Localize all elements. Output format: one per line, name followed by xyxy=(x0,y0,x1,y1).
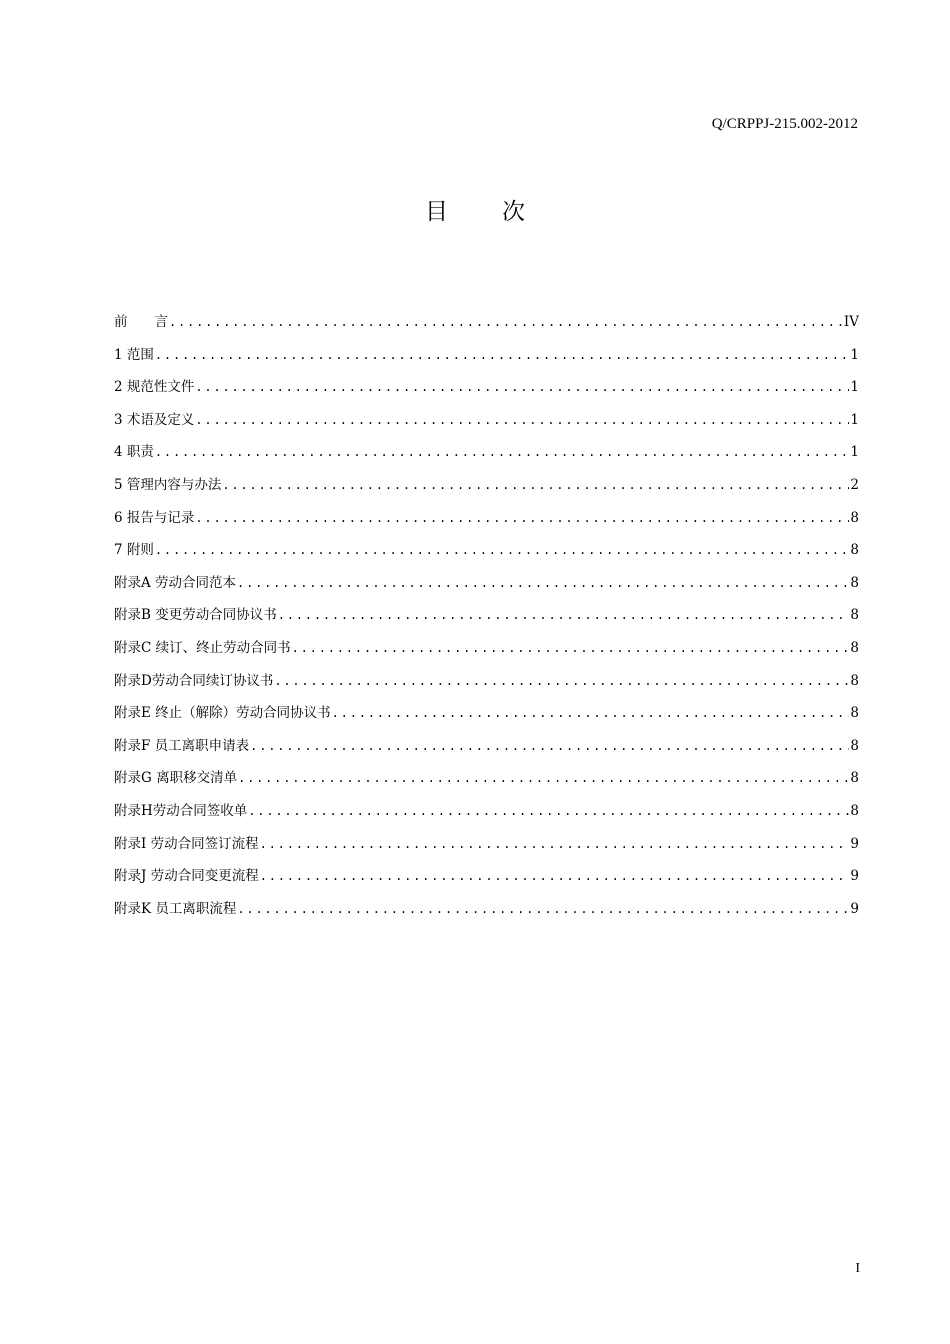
toc-entry-label: 5 管理内容与办法 xyxy=(114,476,222,493)
toc-entry-page: 8 xyxy=(850,802,859,819)
toc-entry[interactable] xyxy=(114,800,859,833)
toc-entry-page: 9 xyxy=(850,835,859,852)
toc-entry-label: 前 言 xyxy=(114,314,168,330)
toc-dot-leader xyxy=(195,376,849,398)
page-number: I xyxy=(855,1261,860,1276)
toc-entry-page: 8 xyxy=(850,770,859,787)
toc-entry[interactable] xyxy=(114,833,859,866)
toc-dot-leader xyxy=(155,344,850,366)
toc-dot-leader xyxy=(260,833,850,855)
toc-entry-label: 附录H劳动合同签收单 xyxy=(114,802,248,819)
toc-entry-page: 1 xyxy=(850,411,859,428)
toc-entry-page: 8 xyxy=(850,737,859,754)
toc-dot-leader xyxy=(238,767,849,789)
toc-entry-label: 附录E 终止（解除）劳动合同协议书 xyxy=(114,705,331,722)
toc-dot-leader xyxy=(292,637,850,659)
toc-entry-page: 8 xyxy=(850,509,859,526)
toc-list xyxy=(114,311,859,930)
toc-entry[interactable] xyxy=(114,344,859,377)
toc-entry[interactable] xyxy=(114,376,859,409)
toc-dot-leader xyxy=(195,507,849,529)
toc-entry-label: 7 附则 xyxy=(114,542,154,559)
toc-entry[interactable] xyxy=(114,637,859,670)
toc-entry[interactable] xyxy=(114,474,859,507)
toc-entry[interactable] xyxy=(114,539,859,572)
toc-entry[interactable] xyxy=(114,604,859,637)
toc-entry-page: 8 xyxy=(850,574,859,591)
toc-entry[interactable] xyxy=(114,865,859,898)
toc-entry[interactable] xyxy=(114,670,859,703)
toc-dot-leader xyxy=(274,670,849,692)
toc-dot-leader xyxy=(237,898,849,920)
toc-entry[interactable] xyxy=(114,311,859,344)
toc-dot-leader xyxy=(260,865,850,887)
toc-title: 目次 xyxy=(425,199,579,225)
toc-entry[interactable] xyxy=(114,441,859,474)
toc-entry-label: 附录C 续订、终止劳动合同书 xyxy=(114,639,291,656)
toc-entry-label: 1 范围 xyxy=(114,346,154,363)
toc-dot-leader xyxy=(250,735,849,757)
toc-dot-leader xyxy=(155,539,850,561)
toc-entry-label: 附录K 员工离职流程 xyxy=(114,900,237,917)
toc-entry-page: 8 xyxy=(850,672,859,689)
toc-dot-leader xyxy=(169,311,843,333)
toc-entry-label: 2 规范性文件 xyxy=(114,379,195,396)
toc-dot-leader xyxy=(195,409,849,431)
toc-entry-page: 8 xyxy=(850,639,859,656)
toc-entry[interactable] xyxy=(114,767,859,800)
toc-entry-label: 附录J 劳动合同变更流程 xyxy=(114,868,259,885)
toc-entry-label: 附录D劳动合同续订协议书 xyxy=(114,672,274,689)
toc-entry-label: 3 术语及定义 xyxy=(114,411,195,428)
toc-entry[interactable] xyxy=(114,572,859,605)
toc-entry-page: 1 xyxy=(850,379,859,396)
toc-entry[interactable] xyxy=(114,409,859,442)
toc-entry-page: 8 xyxy=(850,607,859,624)
toc-entry-label: 附录B 变更劳动合同协议书 xyxy=(114,607,277,624)
toc-entry[interactable] xyxy=(114,898,859,931)
toc-entry-label: 附录F 员工离职申请表 xyxy=(114,737,250,754)
toc-entry-label: 附录A 劳动合同范本 xyxy=(114,574,237,591)
toc-entry-page: 8 xyxy=(850,542,859,559)
toc-entry[interactable] xyxy=(114,735,859,768)
toc-entry-page: 8 xyxy=(850,705,859,722)
toc-entry-page: 1 xyxy=(850,346,859,363)
toc-entry-label: 6 报告与记录 xyxy=(114,509,195,526)
toc-dot-leader xyxy=(155,441,850,463)
toc-entry-page: 1 xyxy=(850,444,859,461)
toc-entry-page: IV xyxy=(843,314,859,330)
toc-entry[interactable] xyxy=(114,702,859,735)
toc-entry-label: 附录I 劳动合同签订流程 xyxy=(114,835,259,852)
toc-entry-page: 9 xyxy=(850,868,859,885)
toc-dot-leader xyxy=(278,604,850,626)
toc-entry-page: 9 xyxy=(850,900,859,917)
toc-dot-leader xyxy=(332,702,850,724)
toc-entry-label: 4 职责 xyxy=(114,444,154,461)
document-code: Q/CRPPJ-215.002-2012 xyxy=(711,116,858,132)
toc-dot-leader xyxy=(248,800,849,822)
toc-entry-page: 2 xyxy=(850,476,859,493)
toc-dot-leader xyxy=(237,572,849,594)
toc-entry[interactable] xyxy=(114,507,859,540)
toc-entry-label: 附录G 离职移交清单 xyxy=(114,770,238,787)
toc-dot-leader xyxy=(222,474,849,496)
